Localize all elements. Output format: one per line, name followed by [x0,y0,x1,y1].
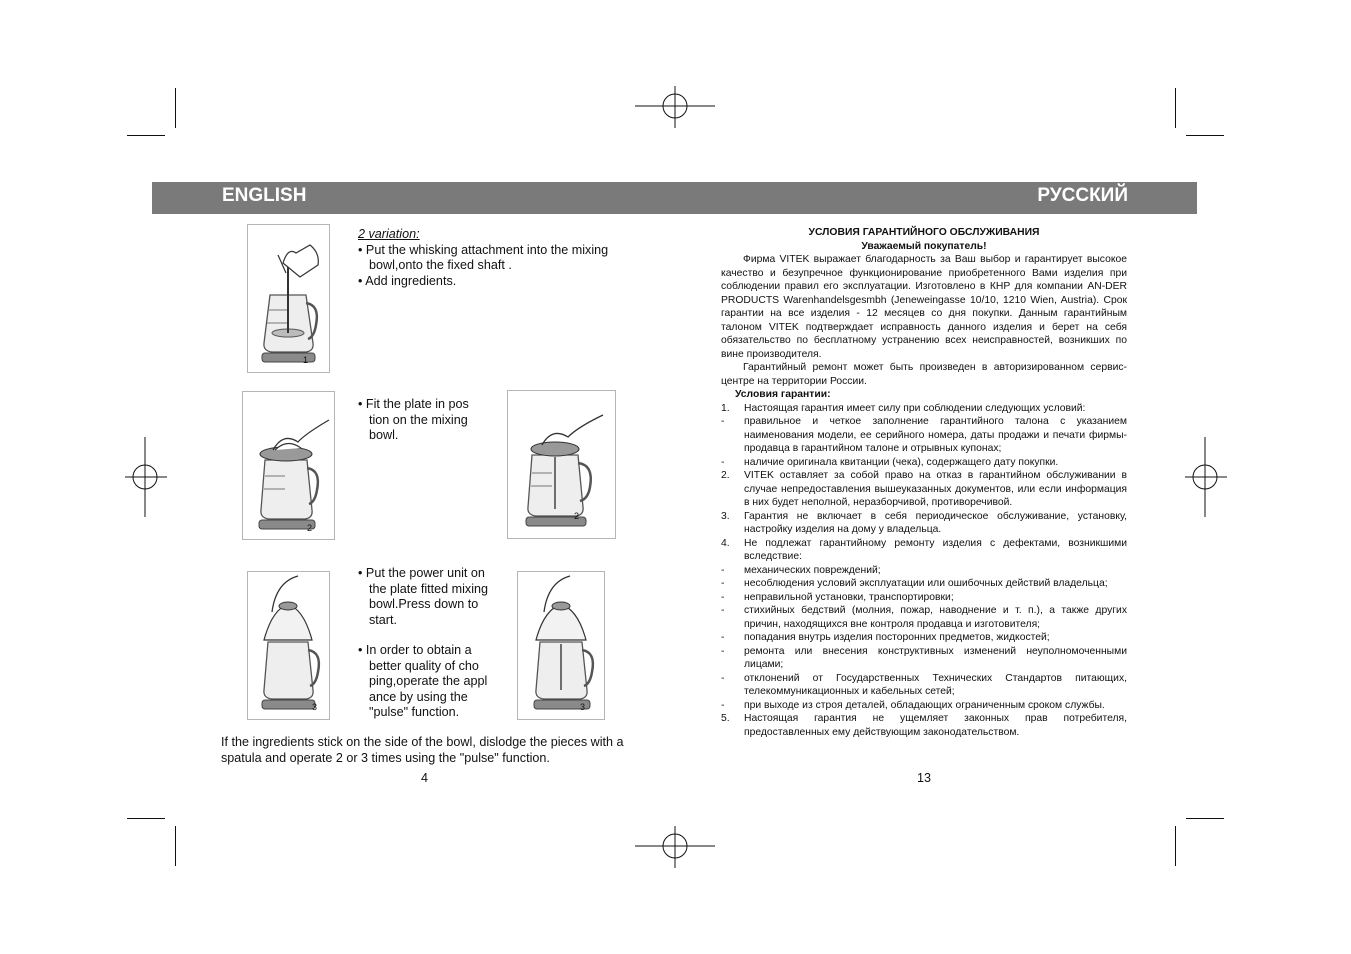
condition-marker: - [721,645,725,657]
condition-text: ремонта или внесения конструктивных изменений неуполномоченными лицами; [744,645,1127,670]
language-header-bar [152,182,1197,214]
condition-marker: - [721,605,725,616]
warranty-paragraph: Гарантийный ремонт может быть произведен в авторизированном сервис-центре на территории России. [721,362,1127,387]
condition-item [721,577,1127,591]
figure-whisk-attachment [247,224,330,373]
warranty-paragraph: Фирма VITEK выражает благодарность за Ваш выбор и гарантирует высокое качество и безупречное функционирование приобретенного Вами изделия при соблюдении правил его эксплуатации. Изготовлено в КНР для компании AN-DER PRODUCTS Warenhandelsgesmbh (Jeneweingasse 10/10, 1210 Wien, Austria). Срок гарантии на все изделия - 12 месяцев со дня покупки. Данным гарантийным талоном VITEK подтверждает исправность данного изделия и берет на себя обязательство по бесплатному устранению всех неисправностей, возникших по вине производителя. [721,254,1127,360]
instruction-bullet: • Fit the plate in pos tion on the mixing bowl. [358,397,469,442]
condition-item [721,469,1127,510]
condition-item [721,415,1127,456]
condition-marker: - [721,578,725,589]
instruction-bullet: • Put the power unit on the plate fitted mixing bowl.Press down to start. [358,566,489,627]
warranty-text [721,226,1127,739]
english-heading: ENGLISH [222,185,307,206]
condition-text: наличие оригинала квитанции (чека), содержащего дату покупки. [744,456,1059,468]
condition-item [721,712,1127,739]
condition-text: Настоящая гарантия не ущемляет законных прав потребителя, предоставленных ему действующим законодательством. [744,713,1127,738]
condition-text: Гарантия не включает в себя периодическое обслуживание, установку, настройку изделия на дому у владельца. [744,510,1127,535]
variation-block [358,227,620,289]
instruction-block-power [358,566,496,721]
registration-mark-bottom [635,826,715,868]
condition-text: правильное и четкое заполнение гарантийного талона с указанием наименования модели, ее серийного номера, даты продажи и печати фирмы-продавца в гарантийном талоне и отрывных купонах; [744,416,1127,454]
warranty-greeting: Уважаемый покупатель! [861,240,987,252]
condition-item [721,537,1127,564]
figure-power-unit [247,571,330,720]
condition-item [721,456,1127,470]
russian-heading: РУССКИЙ [1037,185,1128,206]
condition-text: Не подлежат гарантийному ремонту изделия с дефектами, возникшими вследствие: [744,537,1127,562]
condition-marker: 5. [721,713,730,724]
condition-text: при выходе из строя деталей, обладающих ограниченным сроком службы. [744,699,1105,711]
condition-item [721,591,1127,605]
registration-mark-left [125,437,167,517]
condition-item [721,645,1127,672]
figure-number: 1 [303,355,309,365]
condition-marker: - [721,591,725,603]
figure-number: 2 [574,511,580,521]
condition-item [721,672,1127,699]
condition-text: VITEK оставляет за собой право на отказ в гарантийном обслуживании в случае непредоставления вышеуказанных документов, или если информация в них будет неполной, неразборчивой, противоречивой. [744,470,1127,508]
condition-marker: - [721,632,725,643]
condition-item [721,604,1127,631]
instruction-block-plate [358,397,483,444]
condition-item [721,699,1127,713]
instruction-bullet: • Put the whisking attachment into the mixing bowl,onto the fixed shaft . [358,242,609,272]
condition-item [721,402,1127,416]
condition-text: стихийных бедствий (молния, пожар, наводнение и т. п.), а также других причин, находящихся вне контроля продавца и изготовителя; [744,605,1127,630]
condition-text: Настоящая гарантия имеет силу при соблюдении следующих условий: [744,402,1086,414]
figure-number: 2 [307,523,313,533]
condition-marker: 1. [721,402,730,414]
condition-item [721,510,1127,537]
footer-note: If the ingredients stick on the side of the bowl, dislodge the pieces with a spatula and operate 2 or 3 times using the "pulse" function. [221,735,624,765]
figure-number: 3 [312,702,318,712]
condition-marker: - [721,416,725,427]
condition-marker: 4. [721,537,730,549]
condition-text: попадания внутрь изделия посторонних предметов, жидкостей; [744,632,1050,643]
conditions-list [721,402,1127,740]
conditions-heading: Условия гарантии: [735,389,831,400]
figure-number: 3 [580,702,586,712]
variation-label: 2 variation: [358,227,420,241]
condition-marker: - [721,699,725,711]
figure-plate-on-bowl-alt [507,390,616,539]
registration-mark-right [1185,437,1227,517]
condition-text: несоблюдения условий эксплуатации или ошибочных действий владельца; [744,578,1108,589]
figure-power-unit-alt [517,571,605,720]
condition-item [721,564,1127,578]
instruction-bullet: • Add ingredients. [358,273,457,288]
condition-item [721,631,1127,645]
figure-plate-on-bowl [242,391,335,540]
condition-marker: - [721,672,725,684]
condition-text: отклонений от Государственных Технических Стандартов питающих, телекоммуникационных и кабельных сетей; [744,672,1127,697]
page-number-right: 13 [917,771,932,785]
condition-marker: - [721,456,725,468]
registration-mark-top [635,86,715,128]
instruction-bullet: • In order to obtain a better quality of cho ping,operate the appl ance by using the "pulse" function. [358,643,488,719]
condition-text: неправильной установки, транспортировки; [744,591,954,603]
condition-marker: 3. [721,510,730,522]
warranty-title: УСЛОВИЯ ГАРАНТИЙНОГО ОБСЛУЖИВАНИЯ [808,227,1040,238]
condition-marker: - [721,564,725,576]
condition-marker: 2. [721,470,730,481]
page-number-left: 4 [421,771,429,785]
condition-text: механических повреждений; [744,564,881,576]
